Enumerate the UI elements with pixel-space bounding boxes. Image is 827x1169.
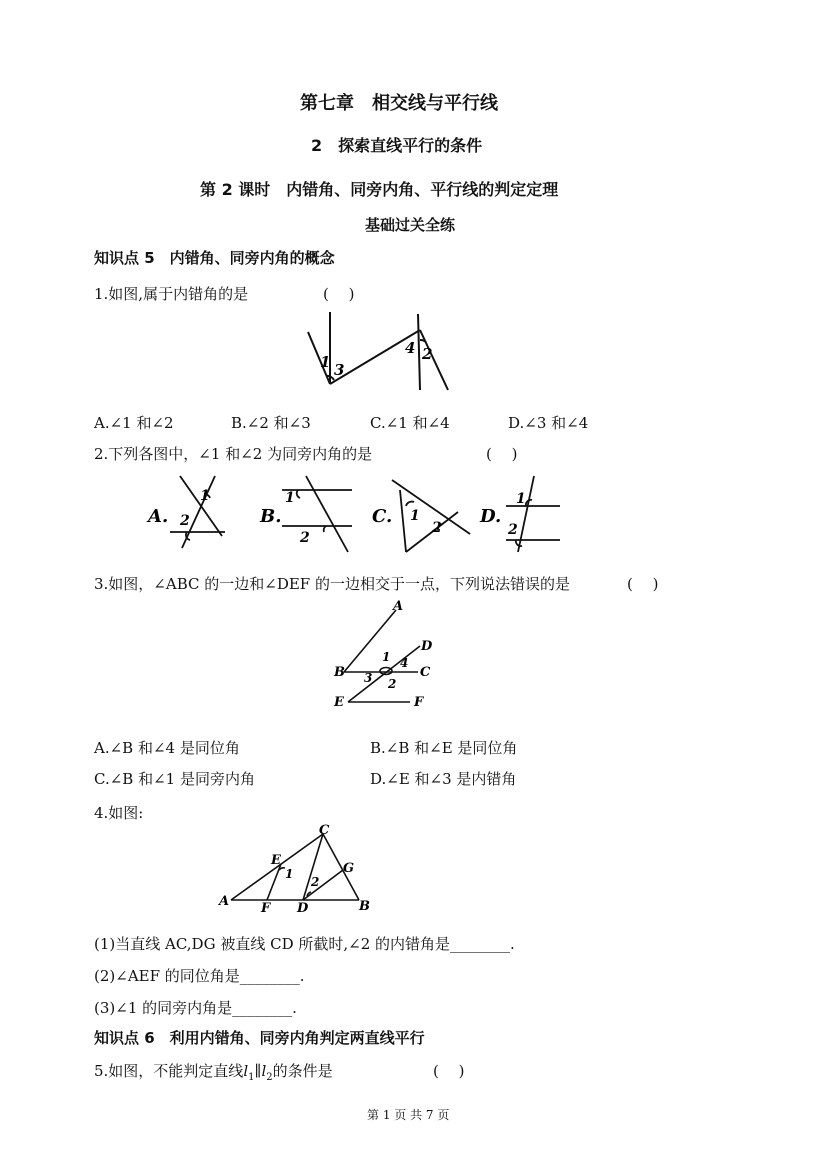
q4-label-F: F	[261, 901, 271, 916]
q2-figure-c	[392, 480, 470, 552]
chapter-title: 第七章 相交线与平行线	[300, 93, 498, 114]
q2-a-label-2: 2	[180, 513, 190, 529]
q4-label-D: D	[297, 901, 309, 916]
q2-a-label-1: 1	[200, 488, 210, 504]
q5-stem	[94, 1060, 333, 1083]
q3-label-C: C	[420, 665, 431, 680]
q3-label-A: A	[393, 599, 404, 614]
practice-heading: 基础过关全练	[365, 216, 456, 234]
q1-option-c[interactable]: C.∠1 和∠4	[370, 414, 450, 432]
q3-figure	[330, 598, 450, 713]
q4-part-3: (3)∠1 的同旁内角是________.	[94, 999, 297, 1017]
q1-option-b[interactable]: B.∠2 和∠3	[231, 414, 311, 432]
q2-stem: 2.下列各图中，∠1 和∠2 为同旁内角的是	[94, 445, 373, 463]
q2-figure-b	[282, 476, 352, 552]
q2-figure-d	[506, 476, 560, 552]
q2-answer-bracket[interactable]: ( )	[486, 445, 518, 463]
q2-letter-d: D.	[480, 506, 502, 527]
q4-stem: 4.如图:	[94, 804, 144, 822]
section-title: 2 探索直线平行的条件	[311, 136, 483, 155]
q1-label-2: 2	[422, 345, 433, 363]
q2-figure	[140, 470, 570, 560]
q1-option-a[interactable]: A.∠1 和∠2	[94, 414, 174, 432]
q1-label-1: 1	[320, 353, 331, 371]
q3-stem: 3.如图，∠ABC 的一边和∠DEF 的一边相交于一点，下列说法错误的是	[94, 575, 570, 593]
q1-option-d[interactable]: D.∠3 和∠4	[508, 414, 589, 432]
lesson-title: 第 2 课时 内错角、同旁内角、平行线的判定定理	[200, 180, 559, 199]
q3-label-E: E	[334, 695, 344, 710]
q2-d-label-2: 2	[508, 522, 518, 538]
q2-c-label-1: 1	[410, 508, 420, 524]
q3-option-d[interactable]: D.∠E 和∠3 是内错角	[370, 770, 517, 788]
q4-figure	[215, 820, 375, 916]
q1-answer-bracket[interactable]: ( )	[323, 285, 355, 303]
q3-option-c[interactable]: C.∠B 和∠1 是同旁内角	[94, 770, 255, 788]
q4-label-E: E	[271, 853, 281, 868]
q3-label-2: 2	[388, 677, 397, 691]
q2-letter-c: C.	[372, 506, 393, 527]
q2-d-label-1: 1	[516, 491, 526, 507]
q2-letter-b: B.	[260, 506, 282, 527]
knowledge-point-6: 知识点 6 利用内错角、同旁内角判定两直线平行	[94, 1029, 425, 1047]
q3-label-4: 4	[400, 656, 409, 670]
q3-label-3: 3	[364, 671, 373, 685]
q2-letter-a: A.	[148, 506, 169, 527]
q4-label-B: B	[359, 899, 370, 914]
q3-option-b[interactable]: B.∠B 和∠E 是同位角	[370, 739, 518, 757]
q4-label-1: 1	[285, 867, 294, 881]
q4-label-2: 2	[311, 875, 320, 889]
q3-label-B: B	[334, 665, 345, 680]
q1-figure	[300, 310, 460, 398]
q3-label-F: F	[414, 695, 424, 710]
q5-l1: l	[243, 1062, 249, 1080]
knowledge-point-5: 知识点 5 内错角、同旁内角的概念	[94, 249, 335, 267]
q2-c-label-2: 2	[432, 520, 442, 536]
q5-stem-suffix: 的条件是	[272, 1062, 333, 1080]
q4-part-1: (1)当直线 AC,DG 被直线 CD 所截时,∠2 的内错角是________.	[94, 935, 515, 953]
q3-label-1: 1	[382, 650, 391, 664]
q5-parallel-sign: ∥	[254, 1062, 262, 1080]
q1-stem: 1.如图,属于内错角的是	[94, 285, 249, 303]
q3-answer-bracket[interactable]: ( )	[627, 575, 659, 593]
q5-stem-prefix: 5.如图，不能判定直线	[94, 1062, 244, 1080]
q4-label-G: G	[343, 861, 355, 876]
q3-label-D: D	[421, 639, 433, 654]
q2-b-label-1: 1	[285, 490, 295, 506]
q5-l1-sub: 1	[248, 1072, 255, 1083]
q1-label-4: 4	[405, 339, 416, 357]
q2-b-label-2: 2	[300, 530, 310, 546]
q1-label-3: 3	[334, 361, 345, 379]
page-footer: 第 1 页 共 7 页	[367, 1108, 450, 1122]
q5-answer-bracket[interactable]: ( )	[433, 1062, 465, 1080]
q5-l2-sub: 2	[266, 1072, 273, 1083]
q4-label-A: A	[219, 894, 230, 909]
q4-label-C: C	[319, 823, 330, 838]
q4-part-2: (2)∠AEF 的同位角是________.	[94, 967, 305, 985]
q3-option-a[interactable]: A.∠B 和∠4 是同位角	[94, 739, 240, 757]
q5-l2: l	[261, 1062, 267, 1080]
q2-figure-a	[170, 476, 225, 548]
